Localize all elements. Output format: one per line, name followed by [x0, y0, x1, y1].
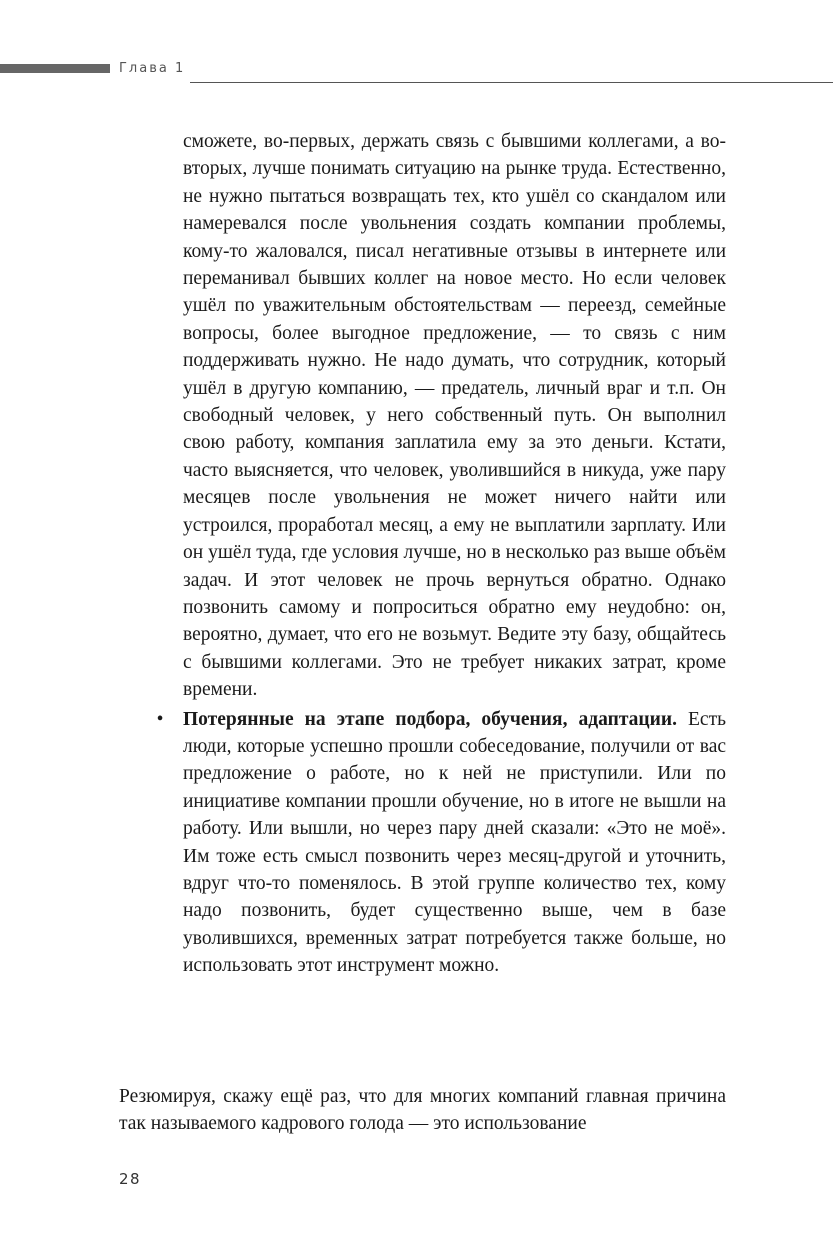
header-bar	[0, 64, 110, 73]
bullet-marker: •	[156, 708, 164, 730]
continuation-paragraph: сможете, во-первых, держать связь с бывшими коллегами, а во-вторых, лучше понимать ситуацию на рынке труда. Естественно, не нужно пытаться возвращать тех, кто ушёл со скандалом или намеревался после увольнения создать компании проблемы, кому-то жаловался, писал негативные отзывы в интернете или переманивал бывших коллег на новое место. Но если человек ушёл по уважительным обстоятельствам — переезд, семейные вопросы, более выгодное предложение, — то связь с ним поддерживать нужно. Не надо думать, что сотрудник, который ушёл в другую компанию, — предатель, личный враг и т.п. Он свободный человек, у него собственный путь. Он выполнил свою работу, компания заплатила ему за это деньги. Кстати, часто выясняется, что человек, уволившийся в никуда, уже пару месяцев после увольнения не может ничего найти или устроился, проработал месяц, а ему не выплатили зарплату. Или он ушёл туда, где условия лучше, но в несколько раз выше объём задач. И этот человек не прочь вернуться обратно. Однако позвонить самому и попроситься обратно ему неудобно: он, вероятно, думает, что его не возьмут. Ведите эту базу, общайтесь с бывшими коллегами. Это не требует никаких затрат, кроме времени.	[183, 131, 726, 701]
bullet-paragraph	[183, 706, 726, 980]
main-text	[156, 128, 726, 980]
page-number: 28	[119, 1170, 142, 1188]
header-rule	[190, 82, 833, 83]
summary-paragraph: Резюмируя, скажу ещё раз, что для многих компаний главная причина так называемого кадрового голода — это использование	[119, 1086, 726, 1135]
bullet-title: Потерянные на этапе подбора, обучения, адаптации.	[183, 708, 677, 730]
bullet-list-item	[156, 706, 726, 980]
bullet-text: Есть люди, которые успешно прошли собеседование, получили от вас предложение о работе, но к ней не приступили. Или по инициативе компании прошли обучение, но в итоге не вышли на работу. Или вышли, но через пару дней сказали: «Это не моё». Им тоже есть смысл позвонить через месяц-другой и уточнить, вдруг что-то поменялось. В этой группе количество тех, кому надо позвонить, будет существенно выше, чем в базе уволившихся, временных затрат потребуется также больше, но использовать этот инструмент можно.	[183, 708, 726, 977]
running-header-chapter: Глава 1	[119, 61, 186, 76]
